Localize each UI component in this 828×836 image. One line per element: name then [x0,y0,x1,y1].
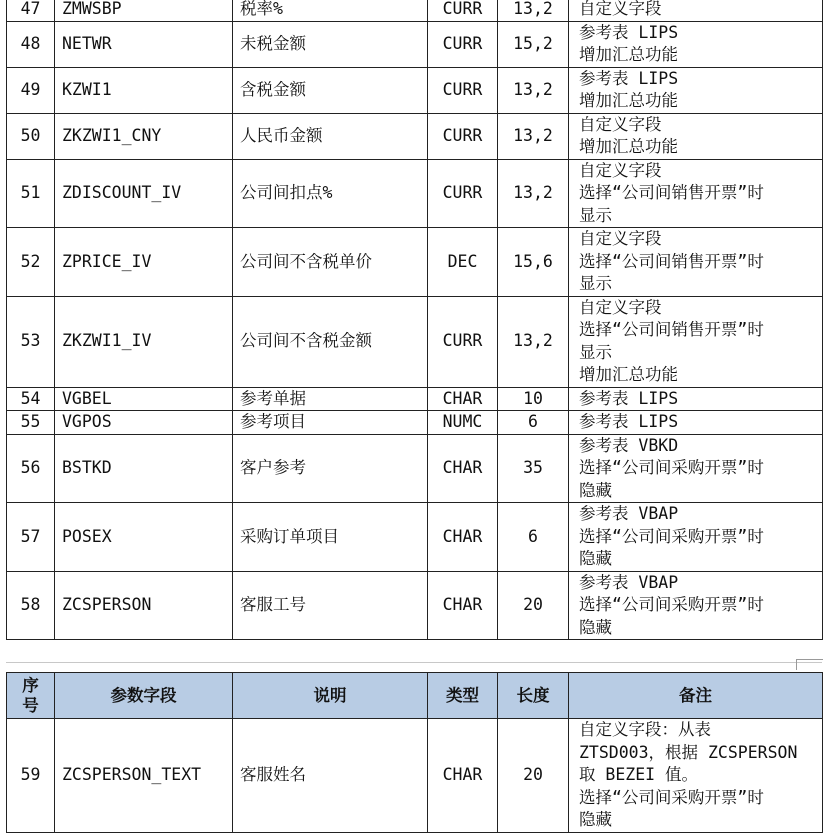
table-row [7,159,823,228]
cell-desc: 含税金额 [233,67,428,113]
table-row [7,67,823,113]
table-row [7,719,823,833]
note-line: 选择“公司间采购开票”时 [579,595,764,614]
table-row [7,503,823,572]
cell-desc: 税率% [233,0,428,21]
table-row [7,434,823,503]
cell-type: CURR [428,67,498,113]
cell-type: CHAR [428,434,498,503]
cell-notes [569,0,823,21]
table-header-row [7,673,823,719]
cell-len: 6 [498,503,569,572]
table-row [7,113,823,159]
cell-len: 35 [498,434,569,503]
table-row [7,387,823,411]
cell-type: CHAR [428,571,498,640]
cell-type: CURR [428,113,498,159]
cell-field: BSTKD [55,434,233,503]
cell-no: 48 [7,21,55,67]
note-line: 参考表 VBKD [579,435,679,455]
cell-field: POSEX [55,503,233,572]
header-no [7,673,55,719]
cell-type: CURR [428,21,498,67]
cell-no: 59 [7,719,55,833]
cell-field: ZCSPERSON_TEXT [55,719,233,833]
cell-notes [569,21,823,67]
cell-desc: 客户参考 [233,434,428,503]
note-line: 隐藏 [579,810,612,829]
cell-notes [569,228,823,297]
note-line: 增加汇总功能 [579,91,678,110]
cell-notes [569,387,823,411]
note-line: ZTSD003，根据 ZCSPERSON [579,742,798,762]
cell-notes [569,159,823,228]
note-line: 自定义字段 [579,229,662,248]
cell-len: 13,2 [498,67,569,113]
cell-len: 13,2 [498,0,569,21]
cell-type: CURR [428,296,498,387]
cell-len: 10 [498,387,569,411]
cell-no: 51 [7,159,55,228]
cell-desc: 公司间不含税金额 [233,296,428,387]
note-line: 增加汇总功能 [579,365,678,384]
table-row [7,21,823,67]
cell-no: 50 [7,113,55,159]
cell-no: 58 [7,571,55,640]
header-no-label: 序 号 [22,675,39,715]
cell-field: ZMWSBP [55,0,233,21]
cell-no: 55 [7,411,55,435]
note-line: 隐藏 [579,549,612,568]
cell-field: ZKZWI1_CNY [55,113,233,159]
cell-no: 52 [7,228,55,297]
page-break-line [6,662,822,663]
cell-field: ZCSPERSON [55,571,233,640]
cell-len: 13,2 [498,159,569,228]
header-notes: 备注 [569,673,823,719]
cell-notes [569,503,823,572]
note-line: 参考表 LIPS [579,412,679,431]
cell-len: 15,2 [498,21,569,67]
note-line: 自定义字段 [579,297,662,317]
cell-field: ZKZWI1_IV [55,296,233,387]
cell-field: ZPRICE_IV [55,228,233,297]
table-row [7,571,823,640]
note-line: 选择“公司间销售开票”时 [579,183,764,202]
cell-notes [569,571,823,640]
note-line: 隐藏 [579,480,612,500]
note-line: 选择“公司间销售开票”时 [579,251,764,271]
cell-len: 15,6 [498,228,569,297]
cell-len: 6 [498,411,569,435]
note-line: 隐藏 [579,617,612,637]
note-line: 取 BEZEI 值。 [579,765,699,784]
cell-no: 57 [7,503,55,572]
table-row [7,296,823,387]
cell-desc: 客服工号 [233,571,428,640]
table-row [7,411,823,435]
cell-no: 49 [7,67,55,113]
note-line: 参考表 LIPS [579,388,679,408]
header-type: 类型 [428,673,498,719]
cell-field: VGBEL [55,387,233,411]
note-line: 参考表 LIPS [579,68,679,88]
cell-field: ZDISCOUNT_IV [55,159,233,228]
cell-notes [569,719,823,833]
note-line: 选择“公司间采购开票”时 [579,787,764,807]
cell-no: 54 [7,387,55,411]
note-line: 自定义字段 [579,0,662,18]
cell-desc: 参考项目 [233,411,428,435]
cell-desc: 采购订单项目 [233,503,428,572]
cell-notes [569,434,823,503]
cell-len: 20 [498,571,569,640]
note-line: 显示 [579,342,612,362]
note-line: 参考表 LIPS [579,22,679,42]
note-line: 增加汇总功能 [579,137,678,156]
cell-notes [569,67,823,113]
note-line: 增加汇总功能 [579,45,678,64]
cell-field: VGPOS [55,411,233,435]
field-table-part2 [6,672,823,833]
cell-notes [569,296,823,387]
note-line: 显示 [579,205,612,225]
cell-len: 13,2 [498,296,569,387]
cell-notes [569,113,823,159]
cell-type: DEC [428,228,498,297]
cell-no: 56 [7,434,55,503]
page-corner-mark [796,659,823,670]
cell-desc: 未税金额 [233,21,428,67]
note-line: 参考表 VBAP [579,504,679,523]
note-line: 选择“公司间采购开票”时 [579,526,764,546]
cell-desc: 客服姓名 [233,719,428,833]
header-desc: 说明 [233,673,428,719]
note-line: 自定义字段：从表 [579,720,711,739]
note-line: 显示 [579,274,612,293]
cell-type: CHAR [428,387,498,411]
note-line: 选择“公司间销售开票”时 [579,320,764,339]
cell-type: NUMC [428,411,498,435]
cell-len: 13,2 [498,113,569,159]
note-line: 自定义字段 [579,114,662,134]
cell-no: 53 [7,296,55,387]
header-len: 长度 [498,673,569,719]
cell-type: CURR [428,0,498,21]
cell-desc: 公司间扣点% [233,159,428,228]
note-line: 自定义字段 [579,160,662,180]
cell-notes [569,411,823,435]
header-field: 参数字段 [55,673,233,719]
table-row [7,0,823,21]
cell-len: 20 [498,719,569,833]
cell-field: NETWR [55,21,233,67]
cell-type: CURR [428,159,498,228]
cell-no: 47 [7,0,55,21]
cell-field: KZWI1 [55,67,233,113]
cell-type: CHAR [428,503,498,572]
note-line: 选择“公司间采购开票”时 [579,458,764,477]
cell-desc: 参考单据 [233,387,428,411]
cell-desc: 公司间不含税单价 [233,228,428,297]
field-table-part1 [6,0,823,640]
table-row [7,228,823,297]
cell-desc: 人民币金额 [233,113,428,159]
cell-type: CHAR [428,719,498,833]
note-line: 参考表 VBAP [579,572,679,592]
